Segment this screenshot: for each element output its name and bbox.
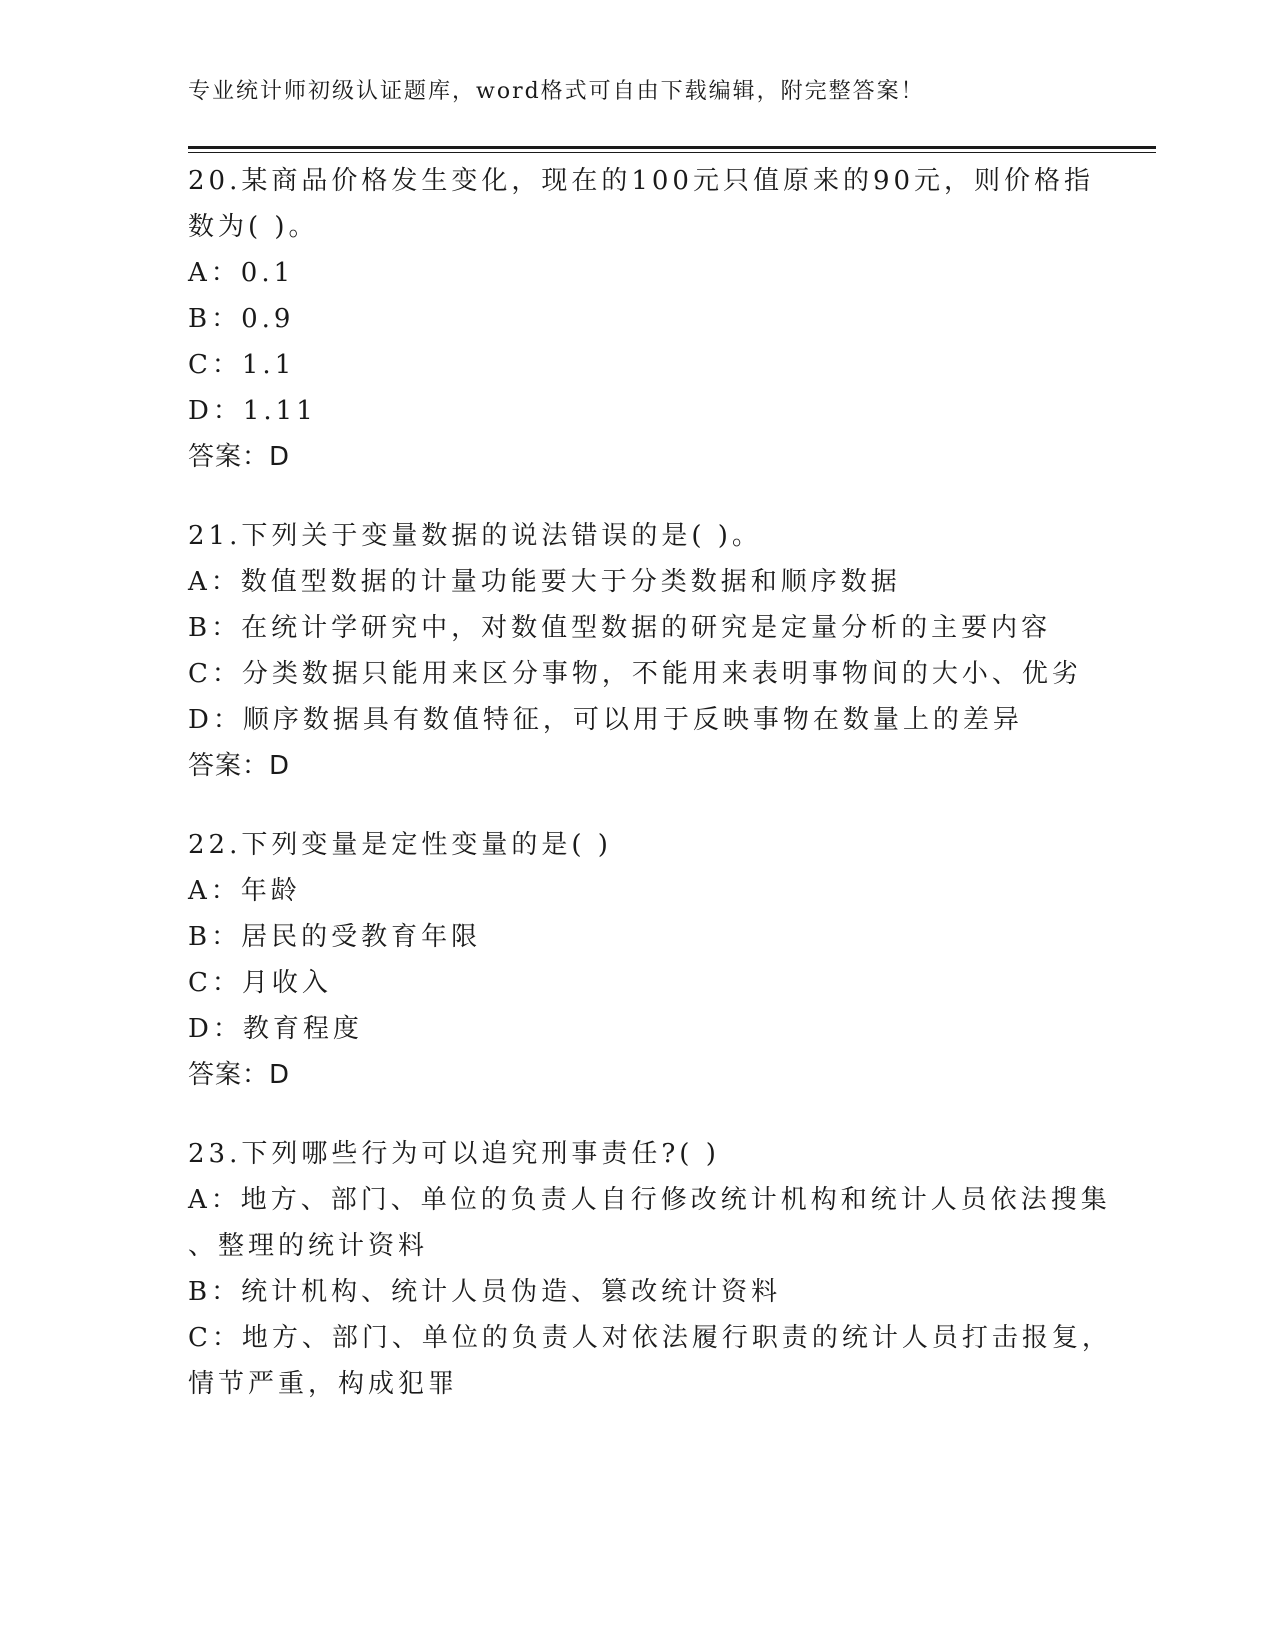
question-stem: 23.下列哪些行为可以追究刑事责任?( ): [188, 1139, 720, 1169]
option-d: D：1.11: [188, 396, 317, 426]
option-b: B：统计机构、统计人员伪造、篡改统计资料: [188, 1277, 782, 1307]
option-b: B：在统计学研究中，对数值型数据的研究是定量分析的主要内容: [188, 613, 1052, 643]
question-21: [188, 513, 1088, 789]
option-d: D：顺序数据具有数值特征，可以用于反映事物在数量上的差异: [188, 705, 1023, 735]
header-rule-thin: [188, 152, 1156, 153]
option-b: B：居民的受教育年限: [188, 922, 482, 952]
option-c: C：分类数据只能用来区分事物，不能用来表明事物间的大小、优劣: [188, 659, 1082, 689]
option-b: B：0.9: [188, 304, 295, 334]
question-stem: 21.下列关于变量数据的说法错误的是( )。: [188, 521, 762, 551]
answer-label: 答案：D: [188, 751, 291, 781]
answer-label: 答案：D: [188, 442, 291, 472]
question-20: [188, 158, 1095, 480]
option-c: C：月收入: [188, 968, 332, 998]
question-23: [188, 1131, 1112, 1407]
question-stem: 22.下列变量是定性变量的是( ): [188, 830, 612, 860]
question-list: [188, 158, 1112, 1440]
option-c-continued: 情节严重，构成犯罪: [188, 1369, 459, 1399]
question-stem: 20.某商品价格发生变化，现在的100元只值原来的90元，则价格指: [188, 166, 1095, 196]
option-a: A：0.1: [188, 258, 295, 288]
option-c: C：地方、部门、单位的负责人对依法履行职责的统计人员打击报复，: [188, 1323, 1112, 1353]
option-a: A：数值型数据的计量功能要大于分类数据和顺序数据: [188, 567, 901, 597]
question-stem: 数为( )。: [188, 212, 319, 242]
answer-label: 答案：D: [188, 1060, 291, 1090]
option-a: A：地方、部门、单位的负责人自行修改统计机构和统计人员依法搜集: [188, 1185, 1111, 1215]
page-header: 专业统计师初级认证题库，word格式可自由下载编辑，附完整答案！: [188, 79, 925, 104]
option-d: D：教育程度: [188, 1014, 363, 1044]
option-c: C：1.1: [188, 350, 296, 380]
option-a: A：年龄: [188, 876, 301, 906]
option-a-continued: 、整理的统计资料: [188, 1231, 429, 1261]
header-rule-thick: [188, 146, 1156, 149]
question-22: [188, 822, 1088, 1098]
